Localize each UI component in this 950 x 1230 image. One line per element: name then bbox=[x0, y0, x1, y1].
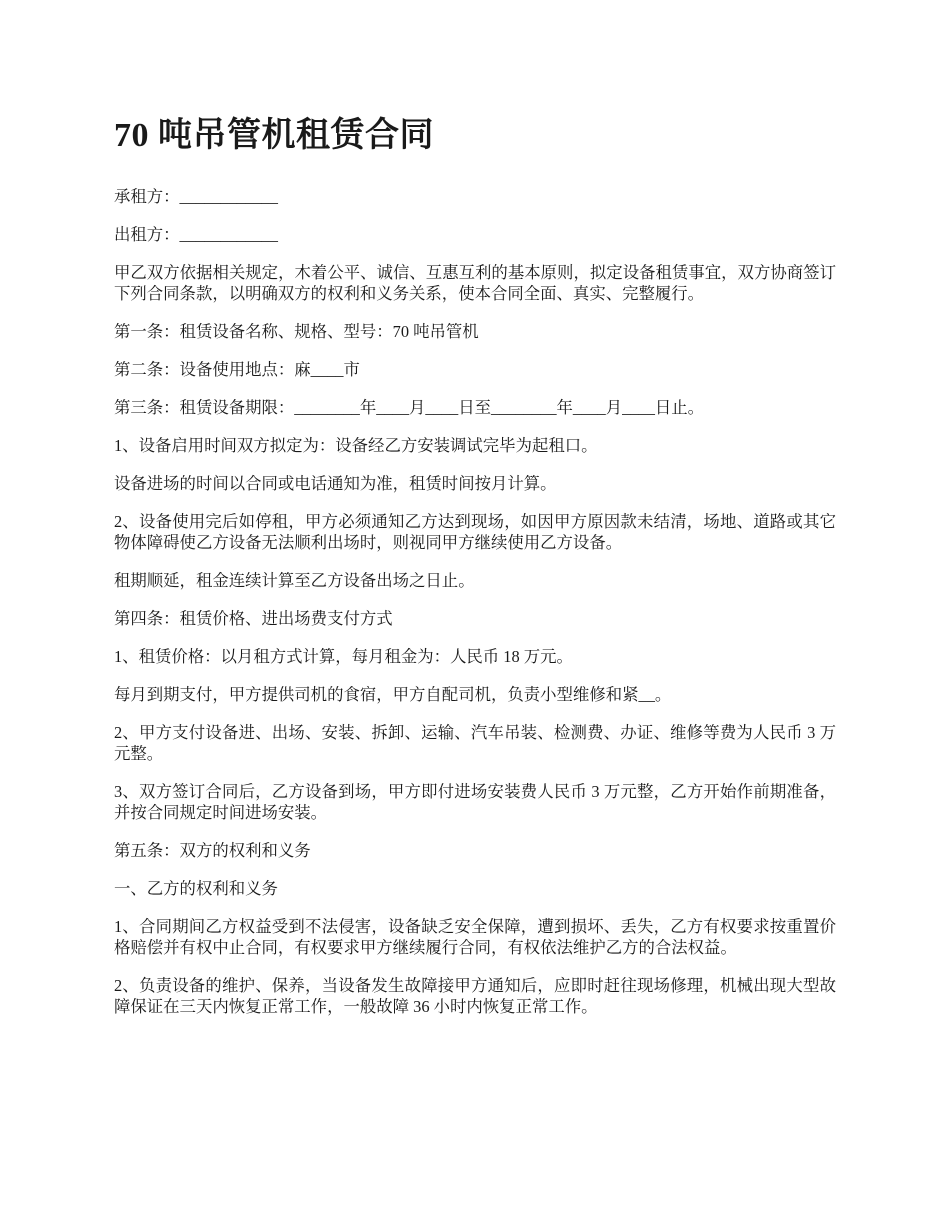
paragraph: 第五条：双方的权利和义务 bbox=[114, 841, 311, 860]
paragraph: 2、设备使用完后如停租，甲方必须通知乙方达到现场，如因甲方原因款未结清，场地、道路或其它物体障碍使乙方设备无法顺利出场时，则视同甲方继续使用乙方设备。 bbox=[114, 512, 836, 552]
paragraph: 出租方：____________ bbox=[114, 225, 278, 244]
paragraph: 每月到期支付，甲方提供司机的食宿，甲方自配司机，负责小型维修和紧__。 bbox=[114, 685, 672, 704]
paragraph: 1、租赁价格：以月租方式计算，每月租金为：人民币 18 万元。 bbox=[114, 647, 573, 666]
paragraph: 设备进场的时间以合同或电话通知为准，租赁时间按月计算。 bbox=[114, 474, 557, 493]
paragraph: 3、双方签订合同后，乙方设备到场，甲方即付进场安装费人民币 3 万元整，乙方开始作前期准备，并按合同规定时间进场安装。 bbox=[114, 782, 836, 822]
contract-page bbox=[114, 112, 836, 1034]
paragraph: 一、乙方的权利和义务 bbox=[114, 879, 278, 898]
paragraph: 1、设备启用时间双方拟定为：设备经乙方安装调试完毕为起租口。 bbox=[114, 436, 598, 455]
paragraph: 2、负责设备的维护、保养，当设备发生故障接甲方通知后，应即时赶往现场修理，机械出现大型故障保证在三天内恢复正常工作，一般故障 36 小时内恢复正常工作。 bbox=[114, 976, 836, 1016]
paragraph: 租期顺延，租金连续计算至乙方设备出场之日止。 bbox=[114, 571, 475, 590]
paragraph: 承租方：____________ bbox=[114, 187, 278, 206]
document-body bbox=[114, 186, 836, 1017]
paragraph: 第四条：租赁价格、进出场费支付方式 bbox=[114, 609, 393, 628]
paragraph: 第三条：租赁设备期限：________年____月____日至________年____月____日止。 bbox=[114, 398, 705, 417]
paragraph: 甲乙双方依据相关规定，木着公平、诚信、互惠互利的基本原则，拟定设备租赁事宜，双方协商签订下列合同条款，以明确双方的权利和义务关系，使本合同全面、真实、完整履行。 bbox=[114, 263, 836, 303]
paragraph: 第一条：租赁设备名称、规格、型号：70 吨吊管机 bbox=[114, 322, 479, 341]
paragraph: 1、合同期间乙方权益受到不法侵害，设备缺乏安全保障，遭到损坏、丢失，乙方有权要求按重置价格赔偿并有权中止合同，有权要求甲方继续履行合同，有权依法维护乙方的合法权益。 bbox=[114, 917, 836, 957]
paragraph: 2、甲方支付设备进、出场、安装、拆卸、运输、汽车吊装、检测费、办证、维修等费为人民币 3 万元整。 bbox=[114, 723, 836, 763]
document-title: 70 吨吊管机租赁合同 bbox=[114, 117, 434, 154]
paragraph: 第二条：设备使用地点：麻____市 bbox=[114, 360, 360, 379]
